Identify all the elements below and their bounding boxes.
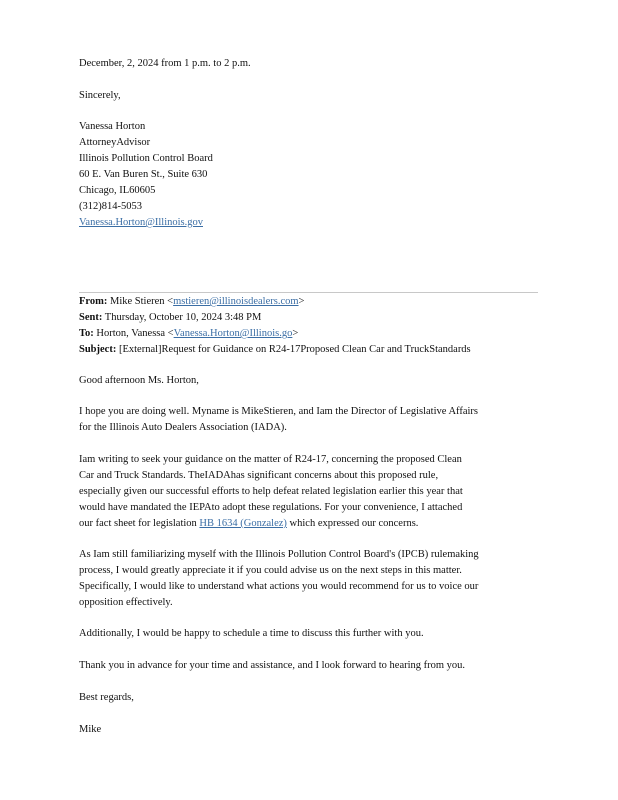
sent-label: Sent: [79, 312, 103, 323]
sig-street: 60 E. Van Buren St., Suite 630 [79, 169, 208, 180]
from-email-link[interactable]: mstieren@illinoisdealers.com [173, 296, 299, 307]
email-header [79, 294, 471, 358]
subject-value: [External]Request for Guidance on R24-17Proposed Clean Car and TruckStandards [118, 344, 471, 355]
paragraph-line: process, I would greatly appreciate it if you could advise us on the next steps in this matter. [79, 565, 462, 576]
prev-closing: Sincerely, [79, 90, 121, 101]
sig-city: Chicago, IL60605 [79, 185, 156, 196]
paragraph-line: especially given our successful efforts to help defeat related legislation earlier this year that [79, 486, 463, 497]
signature: Mike [79, 724, 102, 735]
sig-phone: (312)814-5053 [79, 201, 142, 212]
subject-label: Subject: [79, 344, 117, 355]
paragraph-line: As Iam still familiarizing myself with the Illinois Pollution Control Board's (IPCB) rulemaking [79, 549, 479, 560]
concerns-text: which expressed our concerns. [289, 518, 419, 529]
from-row [79, 294, 471, 310]
to-row [79, 326, 471, 342]
paragraph-line [79, 516, 539, 532]
fact-sheet-text: our fact sheet for legislation [79, 518, 197, 529]
paragraph-line: Iam writing to seek your guidance on the matter of R24-17, concerning the proposed Clean [79, 454, 462, 465]
paragraph-3 [79, 547, 539, 611]
from-close: > [298, 296, 305, 307]
paragraph-4: Additionally, I would be happy to schedule a time to discuss this further with you. [79, 628, 424, 639]
paragraph-5: Thank you in advance for your time and assistance, and I look forward to hearing from you. [79, 660, 466, 671]
paragraph-line: I hope you are doing well. Myname is MikeStieren, and Iam the Director of Legislative Affairs [79, 406, 478, 417]
prev-signature-block [79, 119, 213, 231]
paragraph-line: opposition effectively. [79, 597, 173, 608]
greeting: Good afternoon Ms. Horton, [79, 375, 199, 386]
paragraph-line: Specifically, I would like to understand what actions you would recommend for us to voice our [79, 581, 479, 592]
paragraph-2 [79, 452, 539, 532]
paragraph-1 [79, 404, 539, 436]
to-email-link[interactable]: Vanessa.Horton@Illinois.go [173, 328, 293, 339]
paragraph-line: for the Illinois Auto Dealers Association (IADA). [79, 422, 287, 433]
sig-name: Vanessa Horton [79, 121, 146, 132]
to-name: Horton, Vanessa < [96, 328, 174, 339]
subject-row [79, 342, 471, 358]
from-name: Mike Stieren < [110, 296, 174, 307]
from-label: From: [79, 296, 108, 307]
sig-title: AttorneyAdvisor [79, 137, 151, 148]
sig-org: Illinois Pollution Control Board [79, 153, 213, 164]
header-divider [79, 292, 538, 293]
sig-email-link[interactable]: Vanessa.Horton@Illinois.gov [79, 217, 203, 228]
paragraph-line: Car and Truck Standards. TheIADAhas significant concerns about this proposed rule, [79, 470, 439, 481]
sent-row [79, 310, 471, 326]
meeting-date-line: December, 2, 2024 from 1 p.m. to 2 p.m. [79, 58, 251, 69]
closing: Best regards, [79, 692, 134, 703]
paragraph-line: would have mandated the IEPAto adopt these regulations. For your convenience, I attached [79, 502, 463, 513]
to-label: To: [79, 328, 94, 339]
sent-value: Thursday, October 10, 2024 3:48 PM [104, 312, 262, 323]
hb-1634-link[interactable]: HB 1634 (Gonzalez) [199, 518, 287, 529]
to-close: > [292, 328, 299, 339]
